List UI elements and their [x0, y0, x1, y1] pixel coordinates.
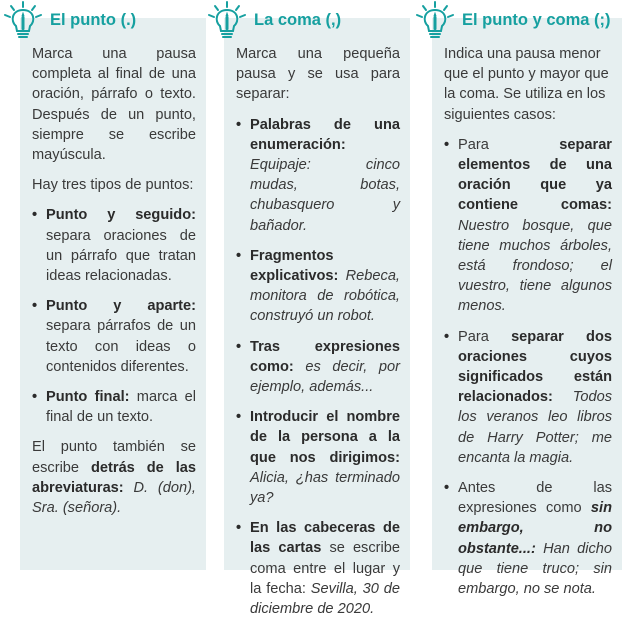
- item-lead: Antes de las expresiones como: [458, 480, 612, 517]
- lightbulb-pencil-icon: [206, 0, 248, 40]
- card-body: [444, 44, 612, 609]
- card-body: [236, 44, 400, 629]
- list-item: [444, 327, 612, 468]
- intro-text: Marca una pausa completa al final de una oración, párrafo o texto. Después de un punto, siempre se escribe mayúscula.: [32, 46, 196, 164]
- lightbulb-pencil-icon: [414, 0, 456, 40]
- header-la-coma: [206, 0, 341, 40]
- item-term: separar elementos de una oración que ya contiene comas:: [458, 136, 612, 214]
- list-item: [444, 135, 612, 317]
- list-item: [236, 115, 400, 236]
- types-text: Hay tres tipos de puntos:: [32, 177, 194, 194]
- list-item: [32, 205, 196, 286]
- abbrev-example: D. (don), Sra. (señora).: [32, 479, 196, 517]
- item-example: Sevilla, 30 de diciembre de 2020.: [250, 580, 400, 618]
- card-body: [32, 44, 196, 528]
- item-text: separa oraciones de un párrafo que tratan ideas relacionadas.: [46, 227, 196, 285]
- header-el-punto-y-coma: [414, 0, 611, 40]
- section-title: El punto (.): [50, 10, 137, 29]
- section-title: El punto y coma (;): [462, 10, 611, 29]
- item-term: En las cabeceras de las cartas: [250, 520, 400, 557]
- intro-text: Marca una pequeña pausa y se usa para separar:: [236, 46, 400, 103]
- item-text: se escribe coma entre el lugar y la fecha:: [250, 540, 400, 597]
- item-term: separar dos oraciones cuyos significados están relacionados:: [458, 328, 612, 406]
- item-term: sin embargo, no obstante...:: [458, 500, 612, 557]
- item-term: Punto y seguido:: [46, 207, 196, 224]
- item-example: Equipaje: cinco mudas, botas, chubasquero y bañador.: [250, 157, 400, 234]
- item-text: separa párrafos de un texto con ideas o contenidos diferentes.: [46, 318, 196, 375]
- abbrev-term: detrás de las abreviaturas:: [32, 459, 197, 496]
- uses-list: [236, 115, 400, 620]
- item-example: Alicia, ¿has terminado ya?: [250, 469, 400, 507]
- item-lead: Para: [458, 328, 512, 345]
- item-term: Palabras de una enumeración:: [250, 116, 400, 153]
- header-el-punto: [2, 0, 136, 40]
- item-term: Introducir el nombre de la persona a la que nos dirigimos:: [250, 409, 400, 466]
- list-item: [32, 387, 196, 427]
- item-term: Tras expresiones como:: [250, 338, 400, 375]
- abbrev-lead: El punto también se escribe: [32, 439, 196, 476]
- list-item: [236, 246, 400, 327]
- lightbulb-pencil-icon: [2, 0, 44, 40]
- item-lead: Para: [458, 136, 560, 153]
- cases-list: [444, 135, 612, 599]
- item-term: Fragmentos explicativos:: [250, 247, 339, 285]
- item-example: es decir, por ejemplo, además...: [250, 358, 400, 396]
- types-list: [32, 205, 196, 427]
- list-item: [236, 407, 400, 508]
- item-example: Todos los veranos leo libros de Harry Potter; me encanta la magia.: [458, 389, 612, 466]
- list-item: [236, 518, 400, 619]
- item-example: Nuestro bosque, que tiene muchos árboles, está frondoso; el vuestro, tiene algunos menos.: [458, 217, 612, 315]
- item-example: Han dicho que tiene truco; sin embargo, no se nota.: [458, 540, 612, 598]
- item-term: Punto y aparte:: [46, 298, 196, 315]
- list-item: [236, 337, 400, 398]
- card-la-coma: [224, 18, 410, 618]
- list-item: [444, 478, 612, 599]
- item-text: marca el final de un texto.: [46, 389, 196, 426]
- abbrev-text: [32, 437, 196, 518]
- list-item: [32, 296, 196, 377]
- item-example: Rebeca, monitora de robótica, construyó un robot.: [250, 268, 400, 325]
- card-el-punto: [20, 18, 206, 570]
- item-term: Punto final:: [46, 389, 130, 406]
- intro-text: Indica una pausa menor que el punto y mayor que la coma. Se utiliza en los siguientes casos:: [444, 46, 609, 123]
- section-title: La coma (,): [254, 10, 342, 29]
- card-el-punto-y-coma: [432, 18, 622, 598]
